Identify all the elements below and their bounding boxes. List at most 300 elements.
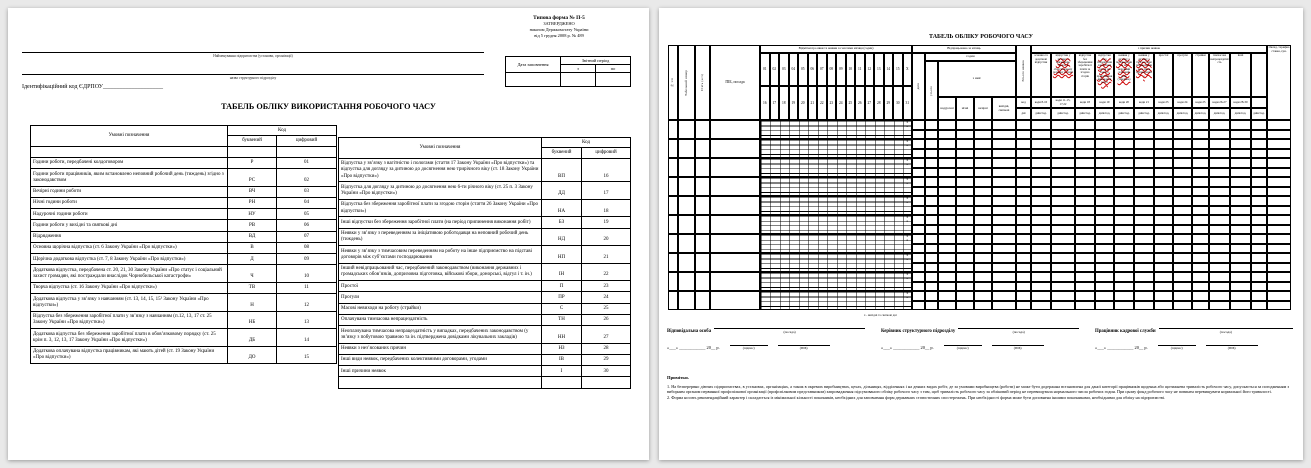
value-cell[interactable]: [992, 263, 1016, 273]
value-cell[interactable]: [1051, 225, 1075, 235]
value-cell[interactable]: [992, 244, 1016, 254]
value-cell[interactable]: [912, 272, 925, 282]
value-cell[interactable]: [1209, 282, 1230, 292]
value-cell[interactable]: [1075, 282, 1095, 292]
value-cell[interactable]: [1051, 168, 1075, 178]
value-cell[interactable]: [1209, 168, 1230, 178]
value-cell[interactable]: [1016, 234, 1031, 244]
value-cell[interactable]: [1051, 244, 1075, 254]
value-cell[interactable]: [956, 120, 974, 130]
value-cell[interactable]: [1095, 196, 1114, 206]
value-cell[interactable]: [1173, 272, 1192, 282]
day-marks-grid[interactable]: [760, 234, 912, 253]
sex-cell[interactable]: [695, 177, 710, 196]
value-cell[interactable]: [1230, 291, 1251, 301]
value-cell[interactable]: [1209, 272, 1230, 282]
value-cell[interactable]: [1031, 139, 1051, 149]
value-cell[interactable]: [956, 244, 974, 254]
value-cell[interactable]: [1095, 120, 1114, 130]
value-cell[interactable]: [1230, 139, 1251, 149]
value-cell[interactable]: [1051, 253, 1075, 263]
value-cell[interactable]: [1154, 158, 1173, 168]
value-cell[interactable]: [938, 196, 956, 206]
value-cell[interactable]: [1051, 291, 1075, 301]
value-cell[interactable]: [1016, 177, 1031, 187]
value-cell[interactable]: [925, 168, 938, 178]
value-cell[interactable]: [1173, 196, 1192, 206]
date-blank[interactable]: «___» ____________ 20__ р.: [667, 345, 720, 350]
signature-line[interactable]: [730, 341, 768, 346]
value-cell[interactable]: [1154, 187, 1173, 197]
value-cell[interactable]: [1192, 196, 1209, 206]
value-cell[interactable]: [1114, 282, 1134, 292]
value-cell[interactable]: [1267, 139, 1291, 149]
value-cell[interactable]: [1251, 282, 1267, 292]
value-cell[interactable]: [1031, 234, 1051, 244]
value-cell[interactable]: [1016, 168, 1031, 178]
value-cell[interactable]: [1267, 187, 1291, 197]
value-cell[interactable]: [1192, 225, 1209, 235]
row-num-cell[interactable]: [668, 234, 678, 253]
value-cell[interactable]: [1031, 196, 1051, 206]
value-cell[interactable]: [1051, 263, 1075, 273]
employee-name-cell[interactable]: [710, 215, 760, 234]
value-cell[interactable]: [1016, 263, 1031, 273]
tab-number-cell[interactable]: [678, 196, 695, 215]
value-cell[interactable]: [912, 234, 925, 244]
value-cell[interactable]: [1267, 272, 1291, 282]
value-cell[interactable]: [1095, 301, 1114, 311]
value-cell[interactable]: [912, 215, 925, 225]
value-cell[interactable]: [1114, 215, 1134, 225]
value-cell[interactable]: [938, 272, 956, 282]
row-num-cell[interactable]: [668, 215, 678, 234]
value-cell[interactable]: [1075, 196, 1095, 206]
value-cell[interactable]: [1230, 206, 1251, 216]
value-cell[interactable]: [1230, 225, 1251, 235]
value-cell[interactable]: [1154, 215, 1173, 225]
value-cell[interactable]: [1134, 263, 1154, 273]
row-num-cell[interactable]: [668, 177, 678, 196]
value-cell[interactable]: [974, 130, 992, 140]
value-cell[interactable]: [1251, 225, 1267, 235]
value-cell[interactable]: [1075, 225, 1095, 235]
value-cell[interactable]: [925, 244, 938, 254]
value-cell[interactable]: [992, 177, 1016, 187]
value-cell[interactable]: [1267, 263, 1291, 273]
value-cell[interactable]: [956, 282, 974, 292]
value-cell[interactable]: [1192, 206, 1209, 216]
value-cell[interactable]: [912, 187, 925, 197]
value-cell[interactable]: [938, 177, 956, 187]
value-cell[interactable]: [938, 187, 956, 197]
value-cell[interactable]: [1016, 196, 1031, 206]
value-cell[interactable]: [992, 234, 1016, 244]
value-cell[interactable]: [974, 244, 992, 254]
value-cell[interactable]: [1016, 139, 1031, 149]
value-cell[interactable]: [1016, 253, 1031, 263]
value-cell[interactable]: [1114, 168, 1134, 178]
value-cell[interactable]: [1209, 139, 1230, 149]
value-cell[interactable]: [1154, 177, 1173, 187]
value-cell[interactable]: [1192, 263, 1209, 273]
day-marks-grid[interactable]: [760, 272, 912, 291]
employee-name-cell[interactable]: [710, 177, 760, 196]
value-cell[interactable]: [925, 215, 938, 225]
value-cell[interactable]: [1114, 225, 1134, 235]
value-cell[interactable]: [992, 206, 1016, 216]
value-cell[interactable]: [1251, 253, 1267, 263]
value-cell[interactable]: [992, 215, 1016, 225]
tab-number-cell[interactable]: [678, 158, 695, 177]
value-cell[interactable]: [1016, 291, 1031, 301]
employee-name-cell[interactable]: [710, 158, 760, 177]
value-cell[interactable]: [912, 291, 925, 301]
value-cell[interactable]: [925, 187, 938, 197]
signature-line[interactable]: [944, 341, 982, 346]
row-num-cell[interactable]: [668, 139, 678, 158]
value-cell[interactable]: [1154, 168, 1173, 178]
value-cell[interactable]: [1192, 215, 1209, 225]
value-cell[interactable]: [1192, 234, 1209, 244]
value-cell[interactable]: [1251, 196, 1267, 206]
value-cell[interactable]: [1051, 177, 1075, 187]
value-cell[interactable]: [974, 253, 992, 263]
value-cell[interactable]: [956, 215, 974, 225]
value-cell[interactable]: [1251, 244, 1267, 254]
value-cell[interactable]: [956, 234, 974, 244]
value-cell[interactable]: [1134, 130, 1154, 140]
value-cell[interactable]: [1230, 168, 1251, 178]
sex-cell[interactable]: [695, 291, 710, 310]
value-cell[interactable]: [912, 301, 925, 311]
day-marks-grid[interactable]: [760, 291, 912, 310]
value-cell[interactable]: [1075, 130, 1095, 140]
sex-cell[interactable]: [695, 253, 710, 272]
value-cell[interactable]: [1173, 168, 1192, 178]
name-line[interactable]: [992, 341, 1044, 346]
value-cell[interactable]: [1051, 272, 1075, 282]
value-cell[interactable]: [1095, 177, 1114, 187]
value-cell[interactable]: [1192, 158, 1209, 168]
value-cell[interactable]: [1095, 225, 1114, 235]
tab-number-cell[interactable]: [678, 291, 695, 310]
value-cell[interactable]: [938, 130, 956, 140]
value-cell[interactable]: [1192, 168, 1209, 178]
value-cell[interactable]: [1114, 253, 1134, 263]
value-cell[interactable]: [1209, 120, 1230, 130]
date-blank[interactable]: «___» ____________ 20__ р.: [1095, 345, 1148, 350]
value-cell[interactable]: [1095, 234, 1114, 244]
value-cell[interactable]: [1095, 215, 1114, 225]
edrpou-blank-field[interactable]: ____________________: [102, 84, 163, 90]
value-cell[interactable]: [1173, 130, 1192, 140]
value-cell[interactable]: [956, 196, 974, 206]
value-cell[interactable]: [1095, 130, 1114, 140]
value-cell[interactable]: [1134, 187, 1154, 197]
value-cell[interactable]: [1016, 206, 1031, 216]
value-cell[interactable]: [1095, 158, 1114, 168]
value-cell[interactable]: [1031, 168, 1051, 178]
value-cell[interactable]: [1267, 158, 1291, 168]
value-cell[interactable]: [1051, 206, 1075, 216]
value-cell[interactable]: [1134, 149, 1154, 159]
value-cell[interactable]: [1173, 120, 1192, 130]
value-cell[interactable]: [1095, 282, 1114, 292]
value-cell[interactable]: [992, 149, 1016, 159]
value-cell[interactable]: [1267, 149, 1291, 159]
value-cell[interactable]: [992, 168, 1016, 178]
value-cell[interactable]: [1173, 139, 1192, 149]
value-cell[interactable]: [925, 282, 938, 292]
value-cell[interactable]: [956, 168, 974, 178]
value-cell[interactable]: [1016, 282, 1031, 292]
value-cell[interactable]: [925, 139, 938, 149]
value-cell[interactable]: [956, 139, 974, 149]
value-cell[interactable]: [1230, 120, 1251, 130]
value-cell[interactable]: [1209, 234, 1230, 244]
value-cell[interactable]: [956, 272, 974, 282]
day-marks-grid[interactable]: [760, 253, 912, 272]
value-cell[interactable]: [1230, 177, 1251, 187]
value-cell[interactable]: [1016, 215, 1031, 225]
value-cell[interactable]: [974, 177, 992, 187]
value-cell[interactable]: [1154, 244, 1173, 254]
value-cell[interactable]: [1134, 206, 1154, 216]
sex-cell[interactable]: [695, 215, 710, 234]
value-cell[interactable]: [925, 291, 938, 301]
tab-number-cell[interactable]: [678, 215, 695, 234]
value-cell[interactable]: [1192, 244, 1209, 254]
value-cell[interactable]: [992, 120, 1016, 130]
value-cell[interactable]: [1095, 168, 1114, 178]
value-cell[interactable]: [1075, 168, 1095, 178]
value-cell[interactable]: [1154, 139, 1173, 149]
tab-number-cell[interactable]: [678, 177, 695, 196]
value-cell[interactable]: [1230, 158, 1251, 168]
value-cell[interactable]: [1192, 272, 1209, 282]
value-cell[interactable]: [1134, 168, 1154, 178]
value-cell[interactable]: [1051, 282, 1075, 292]
value-cell[interactable]: [1095, 244, 1114, 254]
value-cell[interactable]: [1192, 301, 1209, 311]
value-cell[interactable]: [938, 206, 956, 216]
value-cell[interactable]: [1031, 215, 1051, 225]
value-cell[interactable]: [912, 196, 925, 206]
value-cell[interactable]: [956, 263, 974, 273]
name-line[interactable]: [1206, 341, 1258, 346]
value-cell[interactable]: [1114, 187, 1134, 197]
value-cell[interactable]: [974, 187, 992, 197]
value-cell[interactable]: [1251, 149, 1267, 159]
value-cell[interactable]: [1267, 130, 1291, 140]
value-cell[interactable]: [925, 196, 938, 206]
employee-name-cell[interactable]: [710, 253, 760, 272]
value-cell[interactable]: [1114, 196, 1134, 206]
value-cell[interactable]: [1051, 187, 1075, 197]
value-cell[interactable]: [1192, 139, 1209, 149]
day-marks-grid[interactable]: [760, 177, 912, 196]
value-cell[interactable]: [1016, 301, 1031, 311]
signature-line[interactable]: [1158, 341, 1196, 346]
value-cell[interactable]: [912, 225, 925, 235]
value-cell[interactable]: [1051, 234, 1075, 244]
value-cell[interactable]: [1016, 272, 1031, 282]
value-cell[interactable]: [1267, 225, 1291, 235]
value-cell[interactable]: [1075, 215, 1095, 225]
value-cell[interactable]: [992, 282, 1016, 292]
value-cell[interactable]: [1173, 234, 1192, 244]
tab-number-cell[interactable]: [678, 253, 695, 272]
value-cell[interactable]: [1114, 206, 1134, 216]
value-cell[interactable]: [1154, 196, 1173, 206]
sex-cell[interactable]: [695, 196, 710, 215]
sex-cell[interactable]: [695, 158, 710, 177]
value-cell[interactable]: [992, 253, 1016, 263]
value-cell[interactable]: [1209, 244, 1230, 254]
value-cell[interactable]: [1114, 120, 1134, 130]
value-cell[interactable]: [1173, 215, 1192, 225]
value-cell[interactable]: [938, 168, 956, 178]
value-cell[interactable]: [1051, 130, 1075, 140]
value-cell[interactable]: [1230, 272, 1251, 282]
value-cell[interactable]: [1267, 244, 1291, 254]
value-cell[interactable]: [1114, 130, 1134, 140]
value-cell[interactable]: [912, 244, 925, 254]
value-cell[interactable]: [938, 291, 956, 301]
value-cell[interactable]: [1154, 149, 1173, 159]
value-cell[interactable]: [1209, 263, 1230, 273]
value-cell[interactable]: [974, 215, 992, 225]
value-cell[interactable]: [974, 225, 992, 235]
tab-number-cell[interactable]: [678, 234, 695, 253]
value-cell[interactable]: [925, 253, 938, 263]
value-cell[interactable]: [992, 291, 1016, 301]
value-cell[interactable]: [1251, 177, 1267, 187]
row-num-cell[interactable]: [668, 158, 678, 177]
value-cell[interactable]: [1134, 139, 1154, 149]
value-cell[interactable]: [912, 177, 925, 187]
value-cell[interactable]: [938, 244, 956, 254]
value-cell[interactable]: [1209, 187, 1230, 197]
value-cell[interactable]: [1251, 301, 1267, 311]
value-cell[interactable]: [1016, 225, 1031, 235]
value-cell[interactable]: [1173, 158, 1192, 168]
value-cell[interactable]: [1251, 272, 1267, 282]
value-cell[interactable]: [938, 234, 956, 244]
value-cell[interactable]: [1209, 177, 1230, 187]
value-cell[interactable]: [1267, 215, 1291, 225]
value-cell[interactable]: [912, 149, 925, 159]
value-cell[interactable]: [1173, 244, 1192, 254]
position-signature-line[interactable]: [958, 324, 1079, 329]
value-cell[interactable]: [1134, 244, 1154, 254]
day-marks-grid[interactable]: [760, 120, 912, 139]
value-cell[interactable]: [925, 120, 938, 130]
value-cell[interactable]: [974, 149, 992, 159]
sex-cell[interactable]: [695, 234, 710, 253]
value-cell[interactable]: [1230, 196, 1251, 206]
value-cell[interactable]: [1209, 225, 1230, 235]
value-cell[interactable]: [1154, 263, 1173, 273]
value-cell[interactable]: [912, 282, 925, 292]
value-cell[interactable]: [974, 120, 992, 130]
value-cell[interactable]: [912, 206, 925, 216]
value-cell[interactable]: [1267, 291, 1291, 301]
value-cell[interactable]: [1154, 253, 1173, 263]
value-cell[interactable]: [956, 253, 974, 263]
day-marks-grid[interactable]: [760, 196, 912, 215]
value-cell[interactable]: [912, 263, 925, 273]
value-cell[interactable]: [1031, 130, 1051, 140]
position-signature-line[interactable]: [714, 324, 865, 329]
value-cell[interactable]: [938, 139, 956, 149]
value-cell[interactable]: [1051, 139, 1075, 149]
value-cell[interactable]: [1209, 291, 1230, 301]
employee-name-cell[interactable]: [710, 234, 760, 253]
tab-number-cell[interactable]: [678, 272, 695, 291]
value-cell[interactable]: [925, 158, 938, 168]
value-cell[interactable]: [956, 291, 974, 301]
value-cell[interactable]: [1134, 225, 1154, 235]
value-cell[interactable]: [1114, 149, 1134, 159]
tab-number-cell[interactable]: [678, 139, 695, 158]
value-cell[interactable]: [956, 177, 974, 187]
value-cell[interactable]: [1209, 130, 1230, 140]
value-cell[interactable]: [1154, 291, 1173, 301]
value-cell[interactable]: [912, 139, 925, 149]
value-cell[interactable]: [974, 272, 992, 282]
value-cell[interactable]: [1114, 234, 1134, 244]
value-cell[interactable]: [1095, 272, 1114, 282]
value-cell[interactable]: [974, 139, 992, 149]
value-cell[interactable]: [1031, 263, 1051, 273]
value-cell[interactable]: [1154, 120, 1173, 130]
value-cell[interactable]: [938, 282, 956, 292]
value-cell[interactable]: [912, 120, 925, 130]
name-line[interactable]: [778, 341, 830, 346]
value-cell[interactable]: [1209, 158, 1230, 168]
value-cell[interactable]: [1031, 225, 1051, 235]
value-cell[interactable]: [1075, 149, 1095, 159]
value-cell[interactable]: [925, 234, 938, 244]
value-cell[interactable]: [1031, 120, 1051, 130]
value-cell[interactable]: [974, 206, 992, 216]
value-cell[interactable]: [956, 149, 974, 159]
value-cell[interactable]: [1209, 196, 1230, 206]
value-cell[interactable]: [1075, 120, 1095, 130]
employee-name-cell[interactable]: [710, 291, 760, 310]
tab-number-cell[interactable]: [678, 120, 695, 139]
row-num-cell[interactable]: [668, 120, 678, 139]
value-cell[interactable]: [1134, 215, 1154, 225]
value-cell[interactable]: [1251, 291, 1267, 301]
value-cell[interactable]: [992, 139, 1016, 149]
value-cell[interactable]: [1173, 206, 1192, 216]
value-cell[interactable]: [1095, 187, 1114, 197]
value-cell[interactable]: [1267, 177, 1291, 187]
value-cell[interactable]: [1192, 149, 1209, 159]
value-cell[interactable]: [1114, 263, 1134, 273]
value-cell[interactable]: [1192, 120, 1209, 130]
value-cell[interactable]: [1134, 253, 1154, 263]
value-cell[interactable]: [1095, 291, 1114, 301]
value-cell[interactable]: [956, 301, 974, 311]
value-cell[interactable]: [912, 253, 925, 263]
value-cell[interactable]: [1251, 215, 1267, 225]
value-cell[interactable]: [1173, 253, 1192, 263]
value-cell[interactable]: [1031, 177, 1051, 187]
